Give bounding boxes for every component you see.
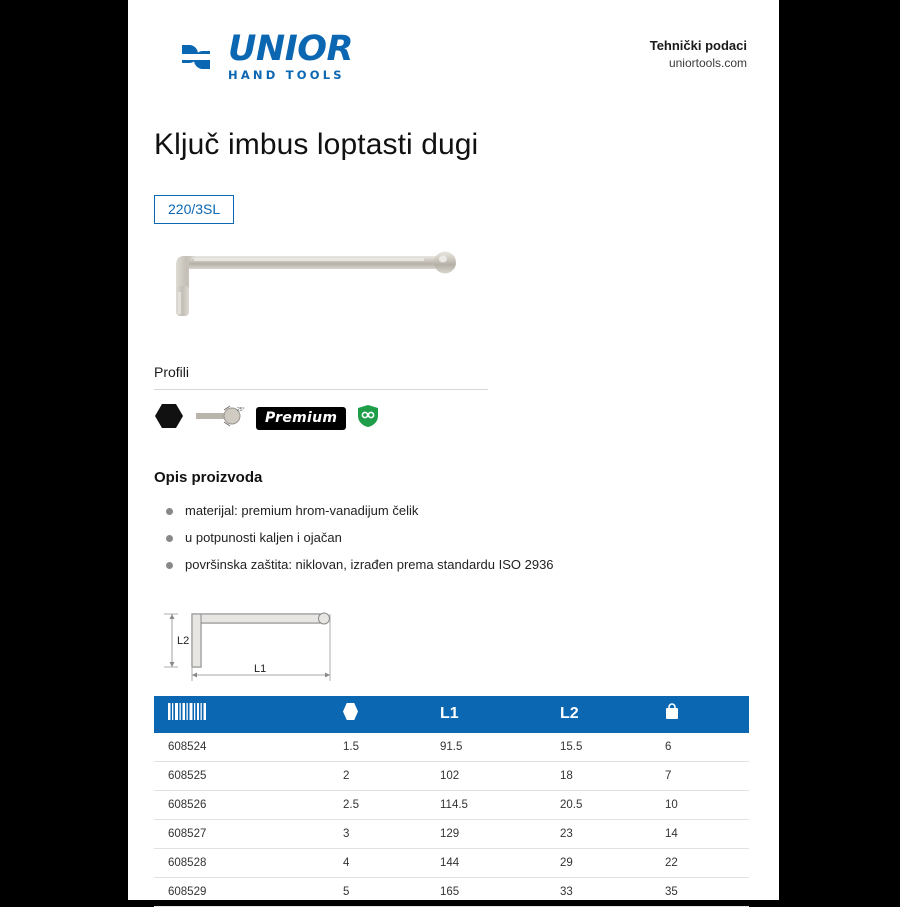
document-page xyxy=(128,0,779,900)
quality-shield-icon xyxy=(356,404,380,433)
cell-code: 608527 xyxy=(154,820,329,849)
bag-icon xyxy=(665,703,679,720)
cell-weight: 6 xyxy=(651,733,749,762)
unior-logo-icon xyxy=(176,37,216,77)
page-title: Ključ imbus loptasti dugi xyxy=(154,128,747,162)
column-header-weight xyxy=(651,696,749,733)
ball-end-icon xyxy=(194,404,246,433)
table-row xyxy=(154,849,749,878)
hex-profile-icon xyxy=(154,403,184,434)
cell-l1: 102 xyxy=(426,762,546,791)
brand-name: UNIOR xyxy=(228,32,353,67)
specifications-table xyxy=(154,696,749,907)
cell-hex: 1.5 xyxy=(329,733,426,762)
cell-weight: 35 xyxy=(651,878,749,907)
profiles-icons xyxy=(154,406,747,432)
cell-l1: 114.5 xyxy=(426,791,546,820)
table-row xyxy=(154,878,749,907)
hex-icon xyxy=(343,703,358,720)
table-row xyxy=(154,762,749,791)
cell-weight: 7 xyxy=(651,762,749,791)
table-header-row xyxy=(154,696,749,733)
premium-badge: Premium xyxy=(256,407,346,430)
brand-subtitle: HAND TOOLS xyxy=(228,70,353,82)
svg-text:25°: 25° xyxy=(237,407,245,413)
cell-l2: 15.5 xyxy=(546,733,651,762)
cell-l2: 23 xyxy=(546,820,651,849)
svg-text:L1: L1 xyxy=(254,663,266,675)
profiles-label: Profili xyxy=(154,364,747,380)
column-header-l1: L1 xyxy=(426,696,546,733)
cell-l1: 165 xyxy=(426,878,546,907)
profiles-divider xyxy=(154,389,488,390)
table-row xyxy=(154,733,749,762)
cell-l2: 33 xyxy=(546,878,651,907)
product-photo xyxy=(154,238,747,358)
cell-hex: 4 xyxy=(329,849,426,878)
header-meta xyxy=(650,32,747,70)
cell-l1: 129 xyxy=(426,820,546,849)
list-item: materijal: premium hrom-vanadijum čelik xyxy=(154,503,747,518)
cell-l2: 18 xyxy=(546,762,651,791)
website-url: uniortools.com xyxy=(650,56,747,70)
cell-code: 608525 xyxy=(154,762,329,791)
cell-l2: 20.5 xyxy=(546,791,651,820)
barcode-icon xyxy=(168,703,208,720)
tech-data-label: Tehnički podaci xyxy=(650,38,747,53)
table-body xyxy=(154,733,749,907)
cell-l2: 29 xyxy=(546,849,651,878)
cell-weight: 22 xyxy=(651,849,749,878)
cell-weight: 14 xyxy=(651,820,749,849)
description-heading: Opis proizvoda xyxy=(154,469,747,486)
cell-hex: 3 xyxy=(329,820,426,849)
list-item: površinska zaštita: niklovan, izrađen prema standardu ISO 2936 xyxy=(154,557,747,572)
cell-hex: 2.5 xyxy=(329,791,426,820)
cell-l1: 91.5 xyxy=(426,733,546,762)
svg-text:L2: L2 xyxy=(177,635,189,647)
product-code-badge: 220/3SL xyxy=(154,195,234,224)
cell-hex: 2 xyxy=(329,762,426,791)
column-header-l2: L2 xyxy=(546,696,651,733)
page-header xyxy=(154,26,747,82)
list-item: u potpunosti kaljen i ojačan xyxy=(154,530,747,545)
brand-logo xyxy=(154,32,353,82)
table-row xyxy=(154,791,749,820)
cell-hex: 5 xyxy=(329,878,426,907)
column-header-code xyxy=(154,696,329,733)
cell-code: 608526 xyxy=(154,791,329,820)
column-header-hex-size xyxy=(329,696,426,733)
cell-code: 608524 xyxy=(154,733,329,762)
description-list xyxy=(154,503,747,572)
table-row xyxy=(154,820,749,849)
cell-code: 608529 xyxy=(154,878,329,907)
cell-code: 608528 xyxy=(154,849,329,878)
technical-drawing xyxy=(154,594,747,684)
cell-weight: 10 xyxy=(651,791,749,820)
cell-l1: 144 xyxy=(426,849,546,878)
